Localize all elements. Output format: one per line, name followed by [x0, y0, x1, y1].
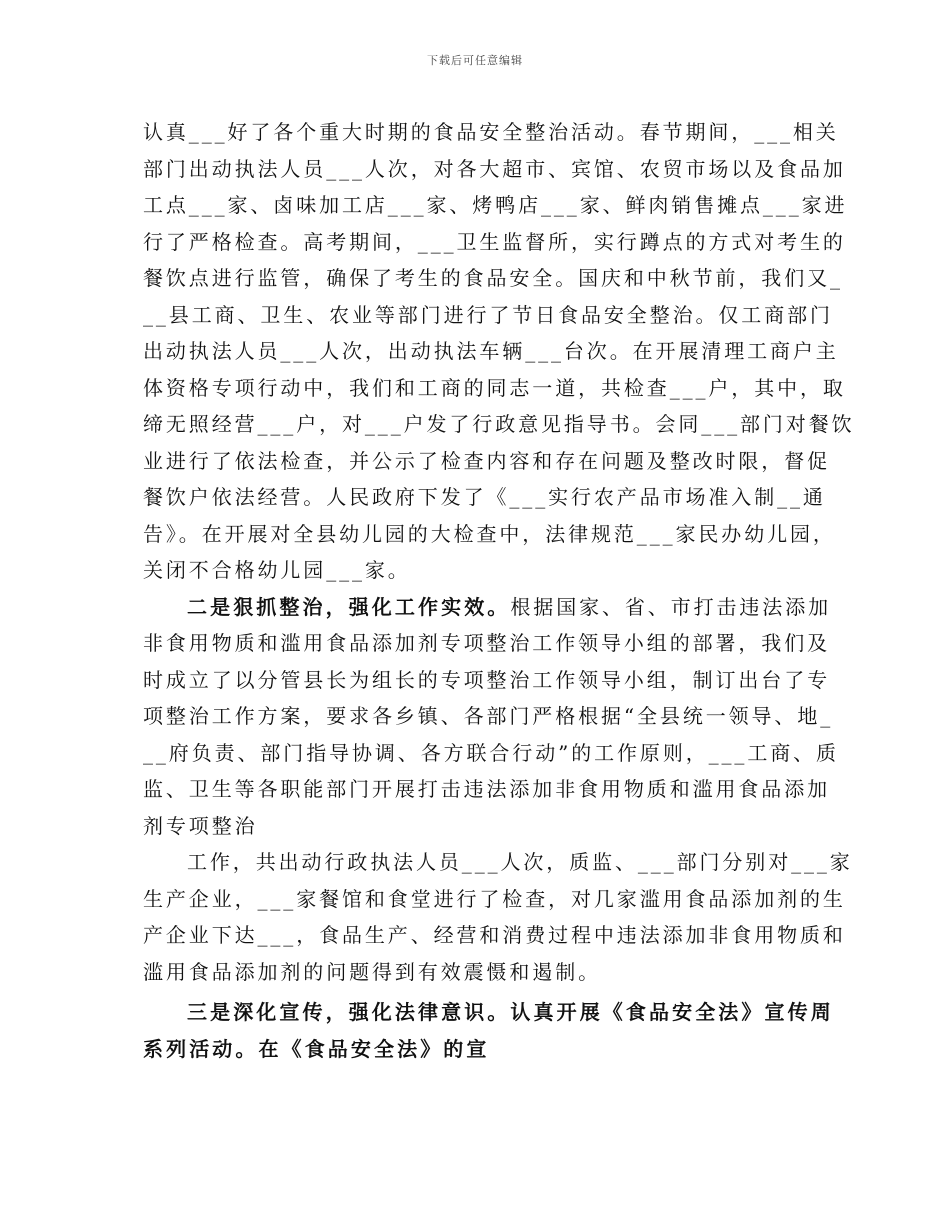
body-line: 生产企业，___家餐馆和食堂进行了检查，对几家滥用食品添加剂的生 [143, 886, 846, 911]
paragraph-first-line: 工作，共出动行政执法人员___人次，质监、___部门分别对___家 [187, 850, 853, 874]
section-heading: 二是狠抓整治，强化工作实效。 [187, 594, 511, 619]
section-heading-continuation: 系列活动。在《食品安全法》的宣 [143, 1036, 490, 1061]
page-header: 下载后可任意编辑 [427, 54, 523, 67]
body-line: 缔无照经营___户，对___户发了行政意见指导书。会同___部门对餐饮 [143, 412, 855, 436]
body-line: __府负责、部门指导协调、各方联合行动”的工作原则，___工商、质 [143, 740, 839, 765]
document-body [143, 114, 855, 1067]
body-line: 行了严格检查。高考期间，___卫生监督所，实行蹲点的方式对考生的 [143, 229, 846, 254]
section-heading-line [143, 589, 832, 626]
body-line: 出动执法人员___人次，出动执法车辆___台次。在开展清理工商户主 [143, 339, 839, 363]
section-text: 根据国家、省、市打击违法添加 [510, 594, 832, 619]
body-line: 业进行了依法检查，并公示了检查内容和存在问题及整改时限，督促 [143, 448, 830, 473]
body-line: 告》。在开展对全县幼儿园的大检查中，法律规范___家民办幼儿园， [143, 521, 836, 546]
body-line: 体资格专项行动中，我们和工商的同志一道，共检查___户，其中，取 [143, 375, 846, 400]
body-line: 项整治工作方案，要求各乡镇、各部门严格根据“全县统一领导、地_ [143, 704, 834, 728]
body-line: 时成立了以分管县长为组长的专项整治工作领导小组，制订出台了专 [143, 667, 830, 692]
body-line: 产企业下达___，食品生产、经营和消费过程中违法添加非食用物质和 [143, 923, 846, 947]
body-line: 认真___好了各个重大时期的食品安全整治活动。春节期间，___相关 [143, 120, 839, 144]
body-line: 剂专项整治 [143, 813, 258, 838]
body-line: __县工商、卫生、农业等部门进行了节日食品安全整治。仅工商部门 [143, 302, 833, 327]
body-line: 工点___家、卤味加工店___家、烤鸭店___家、鲜肉销售摊点___家进 [143, 193, 848, 217]
body-line: 非食用物质和滥用食品添加剂专项整治工作领导小组的部署，我们及 [143, 631, 830, 655]
body-line: 餐饮户依法经营。人民政府下发了《___实行农产品市场准入制__通 [143, 485, 826, 509]
section-heading-line: 三是深化宣传，强化法律意识。认真开展《食品安全法》宣传周 [187, 1000, 834, 1024]
body-line: 滥用食品添加剂的问题得到有效震慑和遏制。 [143, 959, 601, 984]
body-line: 监、卫生等各职能部门开展打击违法添加非食用物质和滥用食品添加 [143, 777, 830, 801]
body-line: 关闭不合格幼儿园___家。 [143, 558, 411, 582]
body-line: 部门出动执法人员___人次，对各大超市、宾馆、农贸市场以及食品加 [143, 156, 846, 181]
body-line: 餐饮点进行监管，确保了考生的食品安全。国庆和中秋节前，我们又_ [143, 266, 843, 290]
